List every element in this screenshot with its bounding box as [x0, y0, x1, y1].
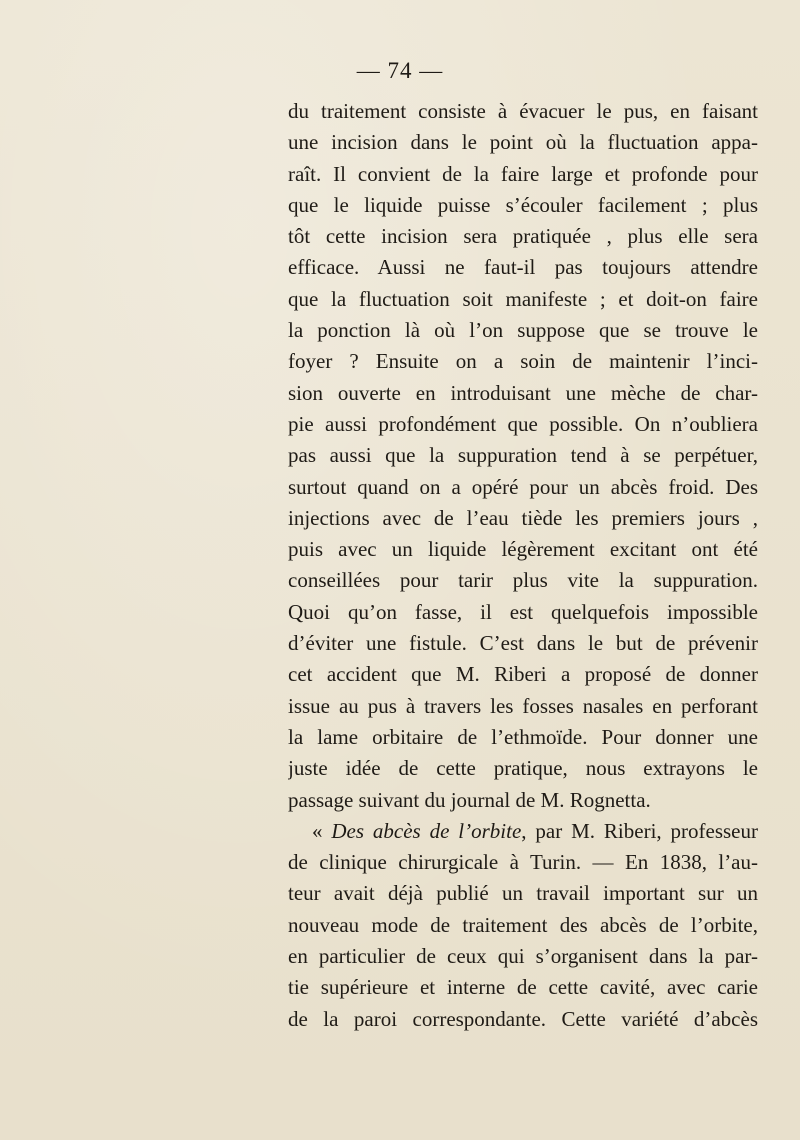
text-line-rest: , par M. Riberi, professeur — [521, 818, 758, 843]
text-line: efficace. Aussi ne faut-il pas toujours attendre — [288, 255, 758, 280]
text-line: nouveau mode de traitement des abcès de l’orbite, — [288, 912, 758, 937]
quote-mark: « — [312, 818, 332, 843]
text-line: pas aussi que la suppuration tend à se perpétuer, — [288, 443, 758, 468]
text-line: raît. Il convient de la faire large et profonde pour — [288, 161, 758, 186]
text-line: injections avec de l’eau tiède les premiers jours , — [288, 505, 758, 530]
text-line: sion ouverte en introduisant une mèche de char- — [288, 380, 758, 405]
text-line: que le liquide puisse s’écouler facilement ; plus — [288, 192, 758, 217]
text-line: que la fluctuation soit manifeste ; et doit-on faire — [288, 286, 758, 311]
text-line: cet accident que M. Riberi a proposé de donner — [288, 662, 758, 687]
text-line: la ponction là où l’on suppose que se trouve le — [288, 318, 758, 343]
text-line: Quoi qu’on fasse, il est quelquefois impossible — [288, 599, 758, 624]
body-text — [288, 96, 758, 1035]
text-line: puis avec un liquide légèrement excitant ont été — [288, 537, 758, 562]
text-line: issue au pus à travers les fosses nasales en perforant — [288, 693, 758, 718]
text-line: conseillées pour tarir plus vite la suppuration. — [288, 568, 758, 593]
text-line: pie aussi profondément que possible. On n’oubliera — [288, 411, 758, 436]
quotation-opening-line — [288, 816, 758, 847]
text-line: la lame orbitaire de l’ethmoïde. Pour donner une — [288, 724, 758, 749]
text-line: foyer ? Ensuite on a soin de maintenir l’inci- — [288, 349, 758, 374]
page-number-header: — 74 — — [356, 58, 444, 83]
article-title: Des abcès de l’orbite — [331, 818, 522, 843]
text-line: de la paroi correspondante. Cette variété d’abcès — [288, 1006, 758, 1031]
text-line: juste idée de cette pratique, nous extrayons le — [288, 756, 758, 781]
text-line: de clinique chirurgicale à Turin. — En 1838, l’au- — [288, 850, 758, 875]
text-line: du traitement consiste à évacuer le pus, en faisant — [288, 99, 758, 123]
text-line: surtout quand on a opéré pour un abcès froid. Des — [288, 474, 758, 499]
text-line: une incision dans le point où la fluctuation appa- — [288, 130, 758, 155]
text-line: en particulier de ceux qui s’organisent dans la par- — [288, 944, 758, 969]
text-line: tôt cette incision sera pratiquée , plus elle sera — [288, 224, 758, 249]
text-line: teur avait déjà publié un travail important sur un — [288, 881, 758, 906]
text-line: tie supérieure et interne de cette cavité, avec carie — [288, 975, 758, 1000]
text-line: d’éviter une fistule. C’est dans le but de prévenir — [288, 631, 758, 656]
paragraph-last-line: passage suivant du journal de M. Rognetta. — [288, 787, 651, 812]
